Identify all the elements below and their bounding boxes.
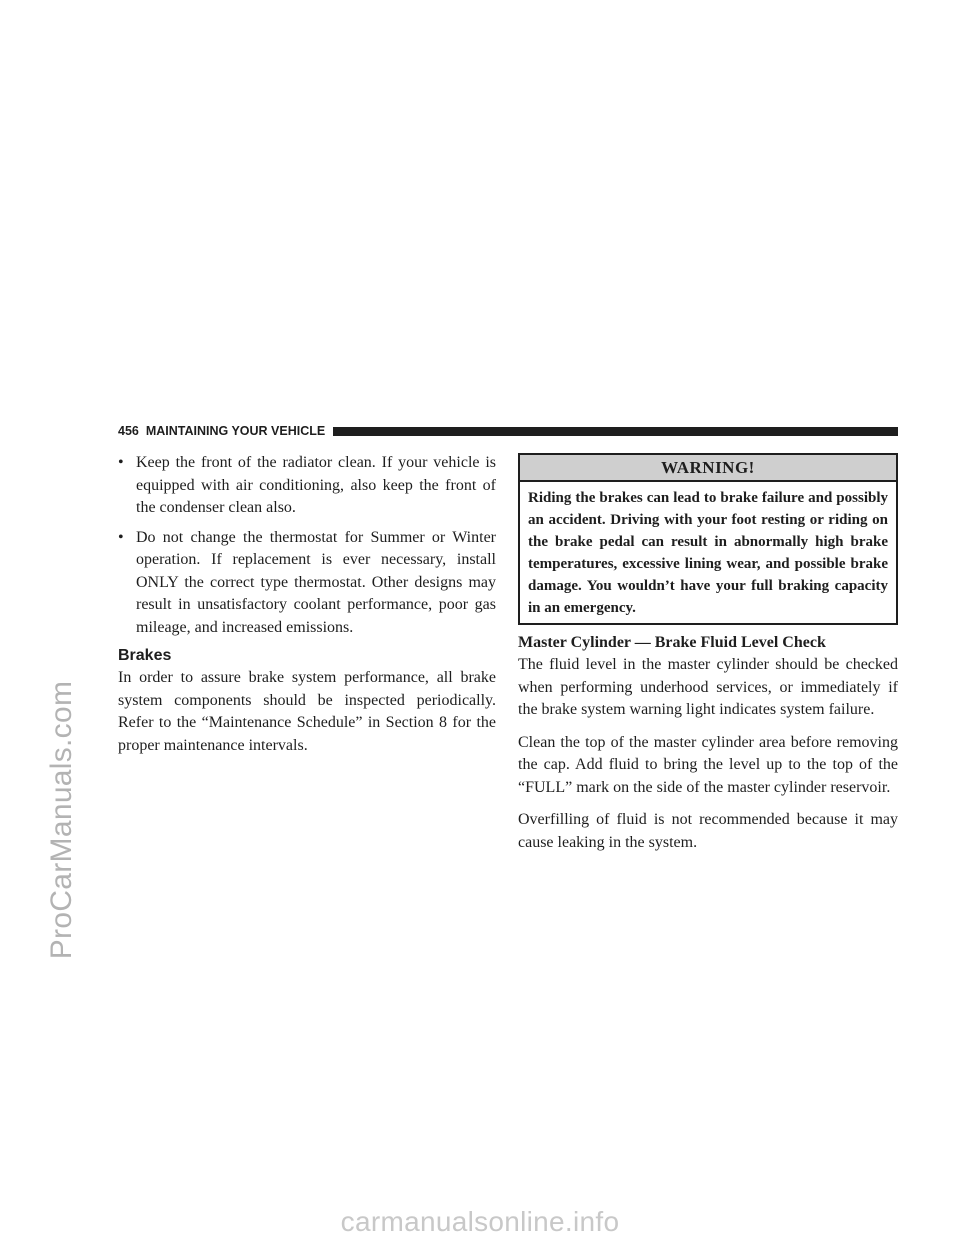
- footer-watermark: carmanualsonline.info: [340, 1206, 620, 1237]
- body-paragraph: The fluid level in the master cylinder should be checked when performing underhood services, or immediately if the brake system warning light indicates system failure.: [518, 656, 898, 718]
- warning-text: Riding the brakes can lead to brake failure and possibly an accident. Driving with your foot resting or riding on the brake pedal can result in abnormally high brake temperatures, excessive lining wear, and possible brake damage. You wouldn’t have your full braking capacity in an emergency.: [528, 490, 888, 616]
- warning-box: [518, 453, 898, 625]
- page-header: [118, 424, 898, 438]
- left-column: [118, 452, 496, 757]
- bullet-dot-icon: •: [118, 454, 124, 471]
- side-watermark: ProCarManuals.com: [45, 680, 78, 960]
- page-number: 456: [118, 424, 139, 438]
- bullet-item: [118, 452, 496, 520]
- warning-title: WARNING!: [520, 455, 896, 482]
- bullet-text: Do not change the thermostat for Summer or Winter operation. If replacement is ever necessary, install ONLY the correct type thermostat. Other designs may result in unsatisfactory coolant performance, poor gas mileage, and increased emissions.: [136, 528, 496, 636]
- bullet-item: [118, 527, 496, 640]
- page-header-label: [118, 424, 325, 438]
- master-cylinder-heading: Master Cylinder — Brake Fluid Level Check: [518, 634, 826, 651]
- body-paragraph: Overfilling of fluid is not recommended because it may cause leaking in the system.: [518, 811, 898, 851]
- section-title: MAINTAINING YOUR VEHICLE: [145, 424, 326, 438]
- header-rule: [333, 427, 898, 436]
- right-column: [518, 453, 898, 854]
- brakes-heading: Brakes: [118, 647, 172, 664]
- bullet-text: Keep the front of the radiator clean. If your vehicle is equipped with air conditioning, also keep the front of the condenser clean also.: [136, 454, 496, 516]
- bullet-dot-icon: •: [118, 528, 124, 546]
- body-paragraph: Clean the top of the master cylinder area before removing the cap. Add fluid to bring the level up to the top of the “FULL” mark on the side of the master cylinder reservoir.: [518, 733, 898, 796]
- brakes-paragraph: In order to assure brake system performance, all brake system components should be inspected periodically. Refer to the “Maintenance Schedule” in Section 8 for the proper maintenance intervals.: [118, 669, 496, 754]
